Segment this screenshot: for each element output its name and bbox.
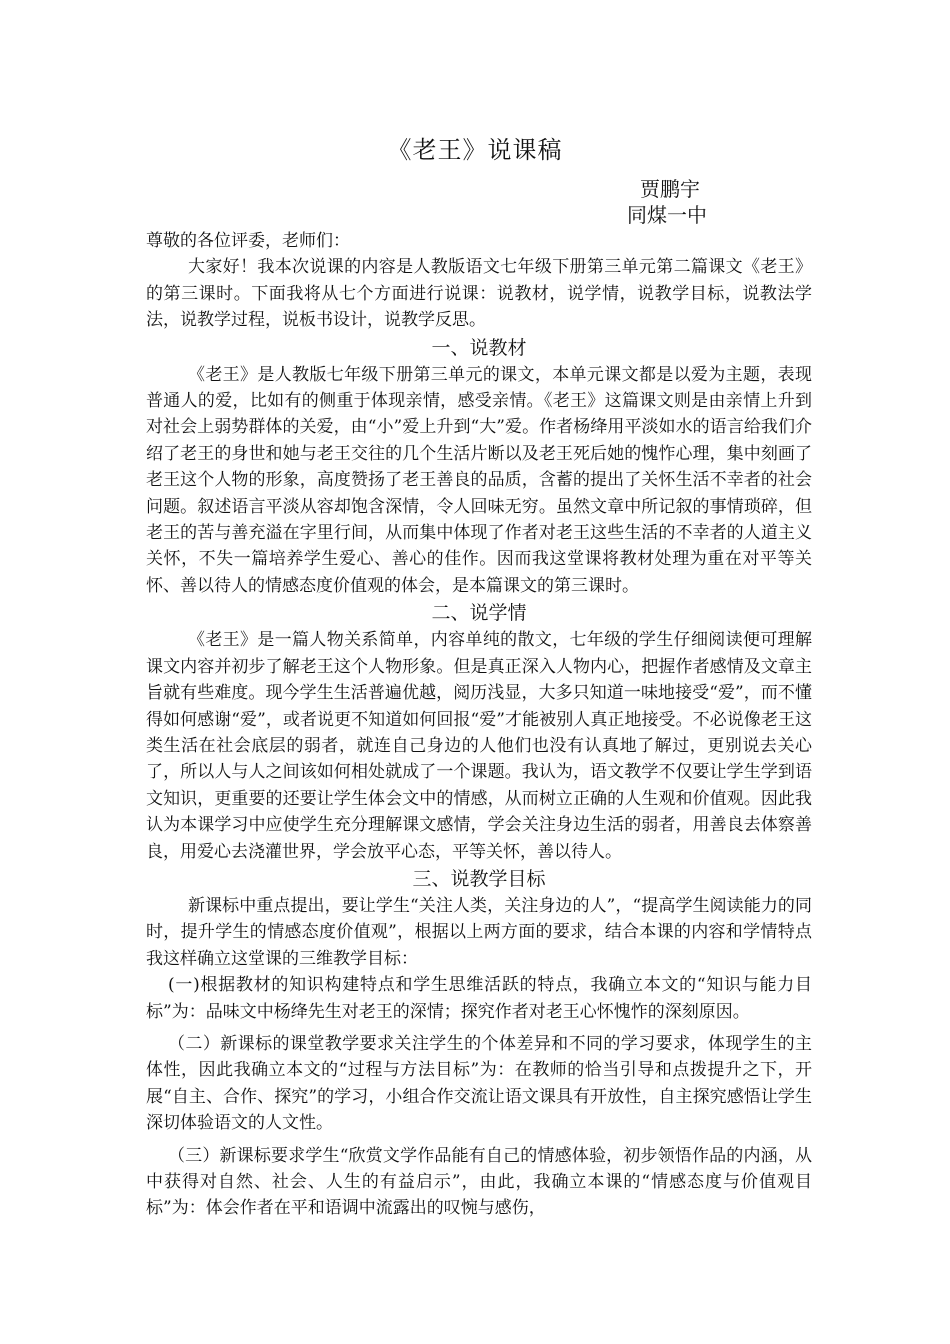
goal-process: （二）新课标的课堂教学要求关注学生的个体差异和不同的学习要求，体现学生的主体性，因此我确立本文的“过程与方法目标”为：在教师的恰当引导和点拨提升之下，开展“自主、合作、探究”的学习，小组合作交流让语文课具有开放性，自主探究感悟让学生深切体验语文的人文性。 xyxy=(146,1033,812,1134)
section-heading-goals: 三、说教学目标 xyxy=(412,867,546,890)
section-heading-textbook: 一、说教材 xyxy=(431,336,527,359)
paragraph-students: 《老王》是一篇人物关系简单，内容单纯的散文，七年级的学生仔细阅读便可理解课文内容并初步了解老王这个人物形象。但是真正深入人物内心，把握作者感情及文章主旨就有些难度。现今学生生活普遍优越，阅历浅显，大多只知道一味地接受“爱”，而不懂得如何感谢“爱”，或者说更不知道如何回报“爱”才能被别人真正地接受。不必说像老王这类生活在社会底层的弱者，就连自己身边的人他们也没有认真地了解过，更别说去关心了，所以人与人之间该如何相处就成了一个课题。我认为，语文教学不仅要让学生学到语文知识，更重要的还要让学生体会文中的情感，从而树立正确的人生观和价值观。因此我认为本课学习中应使学生充分理解课文感情，学会关注身边生活的弱者，用善良去体察善良，用爱心去浇灌世界，学会放平心态，平等关怀，善以待人。 xyxy=(146,630,812,862)
intro-paragraph: 大家好！我本次说课的内容是人教版语文七年级下册第三单元第二篇课文《老王》的第三课时。下面我将从七个方面进行说课：说教材，说学情，说教学目标，说教法学法，说教学过程，说板书设计，说教学反思。 xyxy=(146,257,812,331)
document-body xyxy=(146,228,812,1222)
document-title: 《老王》说课稿 xyxy=(387,136,563,164)
goal-knowledge: (一)根据教材的知识构建特点和学生思维活跃的特点，我确立本文的“知识与能力目标”为：品味文中杨绛先生对老王的深情；探究作者对老王心怀愧怍的深刻原因。 xyxy=(146,975,812,1022)
paragraph-textbook: 《老王》是人教版七年级下册第三单元的课文，本单元课文都是以爱为主题，表现普通人的爱，比如有的侧重于体现亲情，感受亲情。《老王》这篇课文则是由亲情上升到对社会上弱势群体的关爱，由“小”爱上升到“大”爱。作者杨绛用平淡如水的语言给我们介绍了老王的身世和她与老王交往的几个生活片断以及老王死后她的愧怍心理，集中刻画了老王这个人物的形象，高度赞扬了老王善良的品质，含蓄的提出了关怀生活不幸者的社会问题。叙述语言平淡从容却饱含深情，令人回味无穷。虽然文章中所记叙的事情琐碎，但老王的苦与善充溢在字里行间，从而集中体现了作者对老王这些生活的不幸者的人道主义关怀，不失一篇培养学生爱心、善心的佳作。因而我这堂课将教材处理为重在对平等关怀、善以待人的情感态度价值观的体会，是本篇课文的第三课时。 xyxy=(146,364,812,596)
greeting: 尊敬的各位评委，老师们： xyxy=(146,231,350,251)
paragraph-goals: 新课标中重点提出，要让学生“关注人类，关注身边的人”，“提高学生阅读能力的同时，提升学生的情感态度价值观”，根据以上两方面的要求，结合本课的内容和学情特点我这样确立这堂课的三维教学目标： xyxy=(146,895,812,969)
section-heading-students: 二、说学情 xyxy=(431,602,527,625)
author-name: 贾鹏宇 xyxy=(640,177,700,201)
goal-emotion: （三）新课标要求学生“欣赏文学作品能有自己的情感体验，初步领悟作品的内涵，从中获得对自然、社会、人生的有益启示”，由此，我确立本课的“情感态度与价值观目标”为：体会作者在平和语调中流露出的叹惋与感伤， xyxy=(146,1145,812,1219)
school-name: 同煤一中 xyxy=(627,203,707,227)
